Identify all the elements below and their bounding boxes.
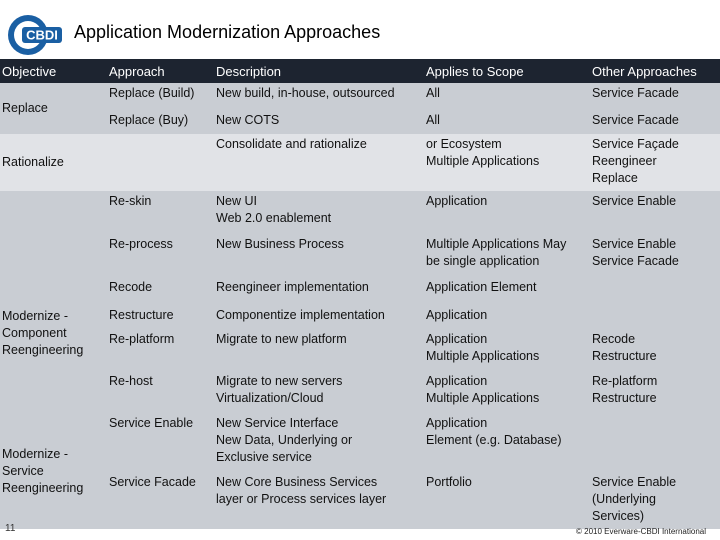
copyright-notice: © 2010 Everware-CBDI International — [576, 527, 706, 536]
table-cell: Replace (Build) — [107, 83, 214, 110]
table-cell: Application Element — [424, 277, 590, 305]
page-title: Application Modernization Approaches — [74, 22, 381, 42]
table-cell: Service Facade — [590, 110, 720, 134]
table-cell: Application Element (e.g. Database) — [424, 413, 590, 472]
table-cell: Service Enable — [107, 413, 214, 472]
table-cell: Consolidate and rationalize — [214, 134, 424, 191]
table-cell: Service Facade — [107, 472, 214, 529]
table-cell: Service Enable (Underlying Services) — [590, 472, 720, 529]
table-cell: Service Façade Reengineer Replace — [590, 134, 720, 191]
table-cell: Componentize implementation — [214, 305, 424, 329]
table-cell: Recode — [107, 277, 214, 305]
table-cell: All — [424, 83, 590, 110]
header-description: Description — [214, 59, 424, 83]
cbdi-logo — [6, 13, 64, 57]
table-cell: New UI Web 2.0 enablement — [214, 191, 424, 234]
svg-text:CBDI: CBDI — [26, 27, 58, 43]
table-cell: Recode Restructure — [590, 329, 720, 371]
table-cell: Application — [424, 305, 590, 329]
table-cell: Application Multiple Applications — [424, 329, 590, 371]
header-other: Other Approaches — [590, 59, 720, 83]
table-cell: Re-host — [107, 371, 214, 413]
table-cell: New Core Business Services layer or Process services layer — [214, 472, 424, 529]
table-cell: Portfolio — [424, 472, 590, 529]
table-cell: Application Multiple Applications — [424, 371, 590, 413]
table-cell: Re-skin — [107, 191, 214, 234]
table-cell: Migrate to new platform — [214, 329, 424, 371]
table-cell — [590, 305, 720, 329]
objective-rationalize: Rationalize — [0, 134, 214, 191]
table-cell: New Business Process — [214, 234, 424, 277]
header-objective: Objective — [0, 59, 107, 83]
table-cell: Service Facade — [590, 83, 720, 110]
page-number: 11 — [5, 523, 16, 534]
objective-blank — [0, 191, 107, 253]
table-cell: Multiple Applications May be single application — [424, 234, 590, 277]
header-scope: Applies to Scope — [424, 59, 590, 83]
objective-replace: Replace — [0, 83, 107, 134]
table-cell: Application — [424, 191, 590, 234]
table-cell: Re-process — [107, 234, 214, 277]
table-cell: New COTS — [214, 110, 424, 134]
table-cell: or Ecosystem Multiple Applications — [424, 134, 590, 191]
table-cell: Re-platform — [107, 329, 214, 371]
objective-component-reengineering: Modernize - Component Reengineering — [0, 253, 107, 413]
table-cell — [590, 277, 720, 305]
table-cell — [590, 413, 720, 472]
table-cell: Restructure — [107, 305, 214, 329]
table-cell: Service Enable Service Facade — [590, 234, 720, 277]
table-cell: Service Enable — [590, 191, 720, 234]
table-cell: Replace (Buy) — [107, 110, 214, 134]
table-cell: Re-platform Restructure — [590, 371, 720, 413]
table-cell: New Service Interface New Data, Underlying or Exclusive service — [214, 413, 424, 472]
table-cell: Reengineer implementation — [214, 277, 424, 305]
header-approach: Approach — [107, 59, 214, 83]
table-cell: Migrate to new servers Virtualization/Cloud — [214, 371, 424, 413]
table-cell: All — [424, 110, 590, 134]
approaches-table — [0, 59, 720, 529]
table-cell: New build, in-house, outsourced — [214, 83, 424, 110]
objective-service-reengineering: Modernize - Service Reengineering — [0, 413, 107, 529]
